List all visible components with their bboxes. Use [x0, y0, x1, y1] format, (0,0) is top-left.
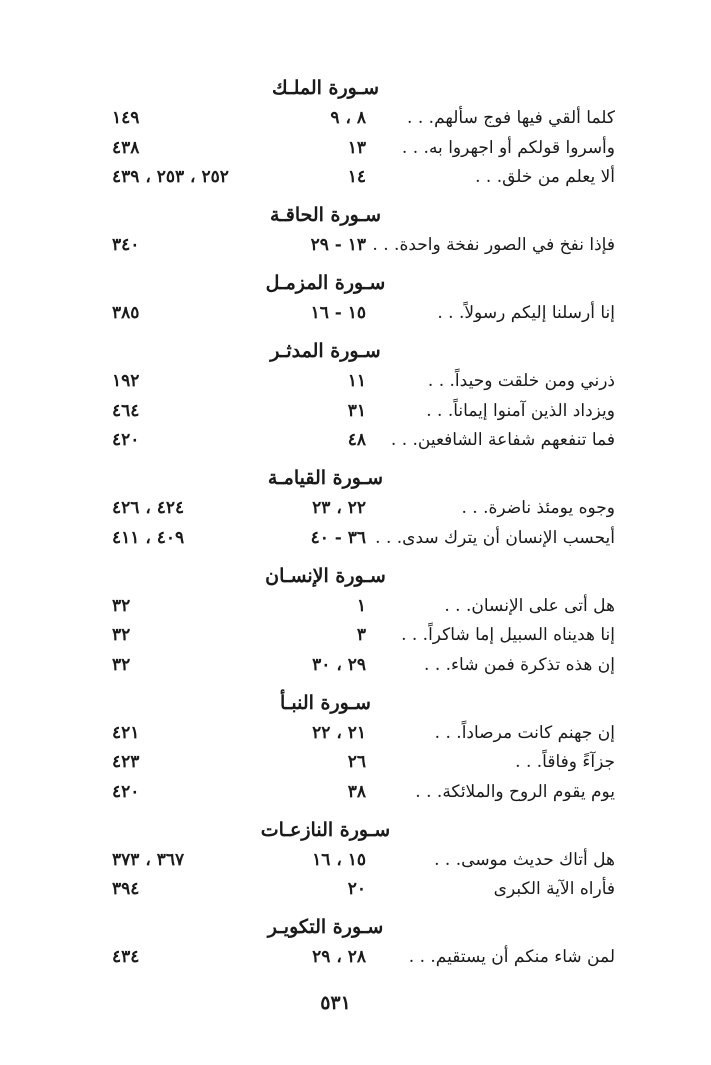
verse-text: هل أتى على الإنسان. . . [444, 595, 615, 616]
ayah-number: ٢٩ ، ٣٠ [312, 654, 366, 675]
page-references: ٤٣٤ [112, 947, 140, 967]
verse-text: ألا يعلم من خلق. . . [475, 167, 615, 187]
page-references: ١٤٩ [112, 108, 140, 128]
surah-title: سـورة الإنسـان [265, 564, 386, 587]
page-references: ٤٢١ [112, 722, 140, 743]
index-entry [0, 367, 711, 395]
verse-text: يوم يقوم الروح والملائكة. . . [415, 781, 615, 802]
page-references: ٣٢ [112, 595, 131, 616]
page-references: ١٩٢ [112, 371, 140, 391]
index-entry [0, 299, 711, 327]
verse-text: إنا هديناه السبيل إما شاكراً. . . [401, 625, 615, 645]
index-entry [0, 719, 711, 747]
verse-text: إن هذه تذكرة فمن شاء. . . [424, 654, 615, 675]
ayah-number: ٢٦ [347, 752, 366, 772]
page-references: ٤٢٠ [112, 430, 140, 450]
ayah-number: ٢٢ ، ٢٣ [312, 498, 366, 518]
verse-text: أيحسب الإنسان أن يترك سدى. . . [375, 527, 615, 548]
index-entry [0, 134, 711, 162]
surah-title: سـورة النبـأ [280, 691, 371, 714]
surah-title: سـورة التكويـر [267, 916, 384, 938]
surah-title: سـورة المزمـل [265, 272, 386, 294]
page-references: ٤٢٣ [112, 752, 140, 772]
index-entry [0, 592, 711, 620]
page-references: ٤٣٨ [112, 137, 140, 158]
ayah-number: ٢١ ، ٢٢ [312, 722, 366, 743]
index-entry [0, 163, 711, 191]
ayah-number: ٨ ، ٩ [330, 108, 366, 128]
verse-text: إن جهنم كانت مرصاداً. . . [434, 722, 615, 743]
page-references: ٤٦٤ [112, 400, 140, 421]
ayah-number: ٤٨ [347, 430, 366, 450]
index-entry [0, 524, 711, 552]
surah-title: سـورة المدثـر [270, 340, 381, 362]
index-entry [0, 943, 711, 971]
surah-title: سـورة النازعـات [260, 818, 391, 841]
verse-text: فما تنفعهم شفاعة الشافعين. . . [390, 430, 615, 450]
index-entry [0, 621, 711, 649]
index-entry [0, 778, 711, 806]
verse-text: وأسروا قولكم أو اجهروا به. . . [401, 137, 615, 158]
verse-text: هل أتاك حديث موسى. . . [434, 849, 615, 870]
ayah-number: ٣١ [347, 400, 366, 421]
page-references: ٣٨٥ [112, 303, 140, 323]
index-entry [0, 651, 711, 679]
ayah-number: ١٣ - ٢٩ [310, 235, 366, 255]
page-references: ٤٢٠ [112, 781, 140, 802]
verse-text: جزآءً وفاقاً. . . [515, 752, 615, 772]
ayah-number: ١ [356, 595, 366, 616]
surah-title: سـورة الحاقـة [269, 204, 381, 226]
page-number: ٥٣١ [320, 992, 351, 1014]
verse-text: كلما ألقي فيها فوج سألهم. . . [407, 108, 615, 128]
index-entry [0, 875, 711, 903]
ayah-number: ١١ [347, 371, 366, 391]
page-references: ٣٤٠ [112, 235, 140, 255]
ayah-number: ٣ [356, 625, 366, 645]
ayah-number: ١٥ ، ١٦ [312, 849, 366, 870]
verse-text: لمن شاء منكم أن يستقيم. . . [408, 947, 615, 967]
ayah-number: ١٤ [347, 167, 366, 187]
ayah-number: ٣٦ - ٤٠ [310, 527, 366, 548]
index-entry [0, 426, 711, 454]
index-entry [0, 748, 711, 776]
surah-title: سـورة الملـك [272, 77, 379, 99]
verse-text: ذرني ومن خلقت وحيداً. . . [427, 371, 615, 391]
page-references: ٣٩٤ [112, 879, 140, 899]
verse-text: ويزداد الذين آمنوا إيماناً. . . [426, 400, 615, 421]
index-entry [0, 231, 711, 259]
page-references: ٣٢ [112, 654, 131, 675]
page-references: ٣٦٧ ، ٣٧٣ [112, 849, 185, 870]
index-entry [0, 494, 711, 522]
verse-text: فإذا نفخ في الصور نفخة واحدة. . . [372, 235, 615, 255]
verse-text: فأراه الآية الكبرى [493, 879, 615, 899]
verse-text: إنا أرسلنا إليكم رسولاً. . . [437, 303, 615, 323]
ayah-number: ٢٠ [347, 879, 366, 899]
index-entry [0, 104, 711, 132]
surah-title: سـورة القيامـة [267, 467, 384, 489]
page-references: ٤٠٩ ، ٤١١ [112, 527, 185, 548]
ayah-number: ٣٨ [347, 781, 366, 802]
ayah-number: ٢٨ ، ٢٩ [312, 947, 366, 967]
page-references: ٣٢ [112, 625, 131, 645]
ayah-number: ١٥ - ١٦ [310, 303, 366, 323]
ayah-number: ١٣ [347, 137, 366, 158]
page-references: ٤٢٤ ، ٤٢٦ [112, 498, 185, 518]
page-references: ٢٥٢ ، ٢٥٣ ، ٤٣٩ [112, 167, 229, 187]
index-entry [0, 846, 711, 874]
verse-text: وجوه يومئذ ناضرة. . . [461, 498, 615, 518]
index-entry [0, 397, 711, 425]
